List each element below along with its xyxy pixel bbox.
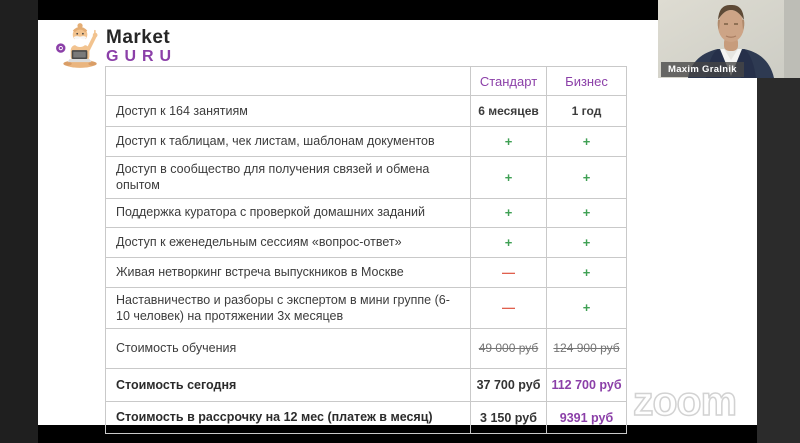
business-value: + (547, 157, 627, 199)
business-value: + (547, 257, 627, 287)
standard-value: — (471, 287, 547, 329)
standard-value: 6 месяцев (471, 96, 547, 127)
table-row (106, 402, 627, 434)
feature-label: Стоимость сегодня (106, 369, 471, 402)
feature-label: Доступ в сообщество для получения связей и обмена опытом (106, 157, 471, 199)
business-old-price: 124 900 руб (547, 329, 627, 369)
feature-label: Поддержка куратора с проверкой домашних заданий (106, 198, 471, 227)
feature-label: Стоимость обучения (106, 329, 471, 369)
standard-value: + (471, 227, 547, 257)
table-row (106, 257, 627, 287)
logo-title: Market (106, 26, 171, 48)
participant-name-label: Maxim Gralnik (661, 62, 744, 77)
table-row (106, 96, 627, 127)
feature-label: Доступ к 164 занятиям (106, 96, 471, 127)
logo-subtitle: GURU (106, 47, 178, 65)
standard-value: + (471, 157, 547, 199)
zoom-watermark: zoom (633, 378, 737, 424)
table-row (106, 157, 627, 199)
business-installment-price: 9391 руб (547, 402, 627, 434)
standard-installment-price: 3 150 руб (471, 402, 547, 434)
market-guru-logo (54, 21, 177, 71)
feature-label: Живая нетворкинг встреча выпускников в Москве (106, 257, 471, 287)
table-header-row (106, 67, 627, 96)
feature-label: Доступ к таблицам, чек листам, шаблонам документов (106, 127, 471, 157)
business-value: + (547, 127, 627, 157)
webcam-video-tile[interactable] (658, 0, 800, 78)
table-row (106, 329, 627, 369)
business-value: + (547, 198, 627, 227)
standard-value: — (471, 257, 547, 287)
standard-price-today: 37 700 руб (471, 369, 547, 402)
header-feature (106, 67, 471, 96)
business-value: 1 год (547, 96, 627, 127)
standard-old-price: 49 000 руб (471, 329, 547, 369)
table-row (106, 227, 627, 257)
feature-label: Доступ к еженедельным сессиям «вопрос-ответ» (106, 227, 471, 257)
feature-label: Наставничество и разборы с экспертом в мини группе (6-10 человек) на протяжении 3х месяцев (106, 287, 471, 329)
header-standard: Стандарт (471, 67, 547, 96)
table-row (106, 127, 627, 157)
table-row (106, 198, 627, 227)
business-value: + (547, 227, 627, 257)
standard-value: + (471, 198, 547, 227)
business-value: + (547, 287, 627, 329)
table-row (106, 369, 627, 402)
pricing-table (105, 66, 627, 434)
left-letterbox (0, 0, 38, 443)
table-row (106, 287, 627, 329)
guru-logo-icon (54, 21, 104, 71)
feature-label: Стоимость в рассрочку на 12 мес (платеж в месяц) (106, 402, 471, 434)
business-price-today: 112 700 руб (547, 369, 627, 402)
standard-value: + (471, 127, 547, 157)
header-business: Бизнес (547, 67, 627, 96)
